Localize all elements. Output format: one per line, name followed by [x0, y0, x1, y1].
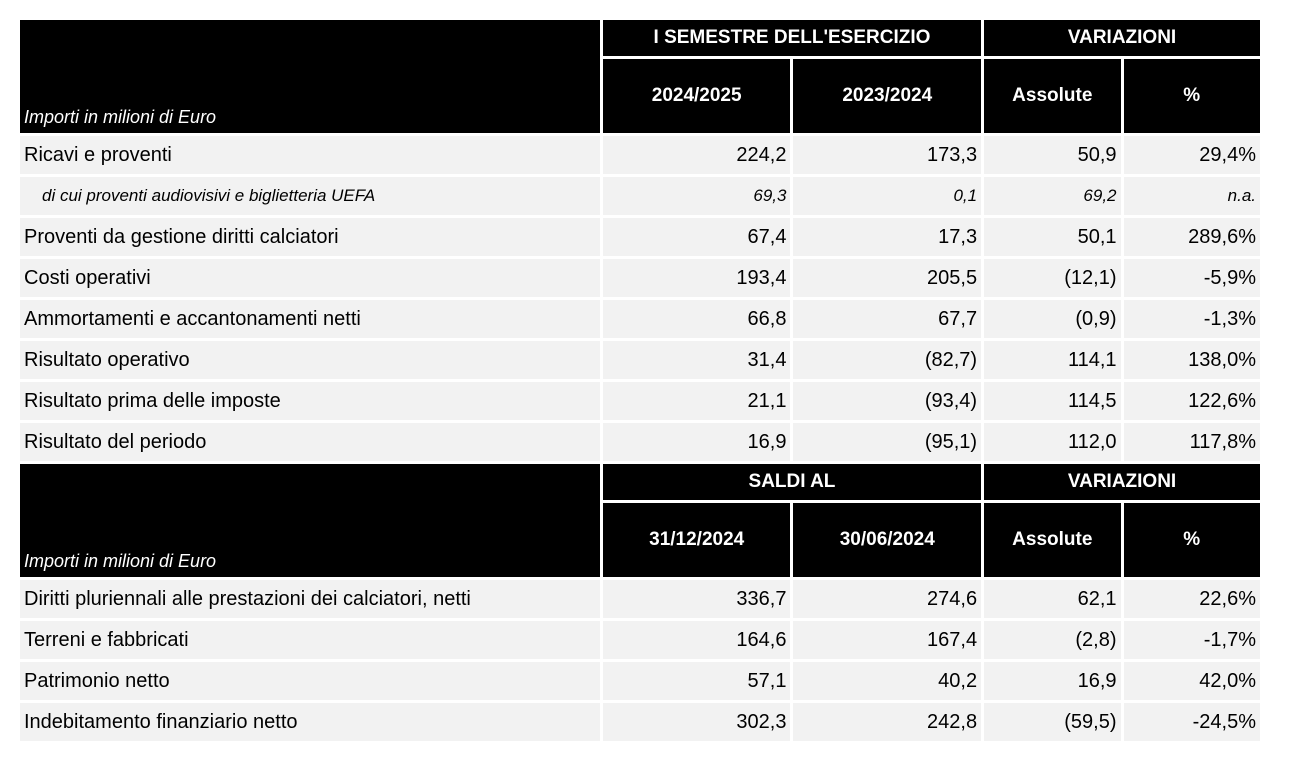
balance-period-header: SALDI AL — [603, 464, 981, 500]
row-value-y2: 205,5 — [793, 259, 981, 297]
row-value-y2: 40,2 — [793, 662, 981, 700]
row-value-pct: -5,9% — [1124, 259, 1260, 297]
table-row — [20, 177, 1260, 215]
row-value-abs: 114,5 — [984, 382, 1120, 420]
balance-col-y1: 31/12/2024 — [603, 503, 791, 577]
row-value-abs: 114,1 — [984, 341, 1120, 379]
row-value-y1: 164,6 — [603, 621, 791, 659]
income-variations-header: VARIAZIONI — [984, 20, 1260, 56]
row-value-y2: 167,4 — [793, 621, 981, 659]
balance-unit-label: Importi in milioni di Euro — [20, 464, 600, 577]
row-value-pct: -24,5% — [1124, 703, 1260, 741]
table-row — [20, 341, 1260, 379]
balance-col-pct: % — [1124, 503, 1260, 577]
row-value-pct: 138,0% — [1124, 341, 1260, 379]
row-label: Costi operativi — [20, 259, 600, 297]
row-value-y1: 69,3 — [603, 177, 791, 215]
row-label: Patrimonio netto — [20, 662, 600, 700]
row-label: di cui proventi audiovisivi e biglietteria UEFA — [20, 177, 600, 215]
table-row — [20, 703, 1260, 741]
table-row — [20, 259, 1260, 297]
row-value-y2: (82,7) — [793, 341, 981, 379]
row-value-pct: 122,6% — [1124, 382, 1260, 420]
row-value-abs: (59,5) — [984, 703, 1120, 741]
row-value-y1: 336,7 — [603, 580, 791, 618]
row-value-y1: 67,4 — [603, 218, 791, 256]
row-label: Terreni e fabbricati — [20, 621, 600, 659]
income-unit-label: Importi in milioni di Euro — [20, 20, 600, 133]
row-value-y2: 0,1 — [793, 177, 981, 215]
row-label: Risultato operativo — [20, 341, 600, 379]
row-value-y1: 57,1 — [603, 662, 791, 700]
balance-rows — [20, 580, 1260, 741]
row-value-pct: -1,7% — [1124, 621, 1260, 659]
income-col-pct: % — [1124, 59, 1260, 133]
table-row — [20, 136, 1260, 174]
row-value-y2: (93,4) — [793, 382, 981, 420]
row-value-y1: 31,4 — [603, 341, 791, 379]
row-label: Risultato del periodo — [20, 423, 600, 461]
table-row — [20, 580, 1260, 618]
financial-summary — [20, 20, 1260, 741]
balance-col-abs: Assolute — [984, 503, 1120, 577]
row-value-y2: (95,1) — [793, 423, 981, 461]
row-value-y2: 17,3 — [793, 218, 981, 256]
income-col-y2: 2023/2024 — [793, 59, 981, 133]
income-rows — [20, 136, 1260, 461]
row-value-pct: -1,3% — [1124, 300, 1260, 338]
row-value-y2: 173,3 — [793, 136, 981, 174]
row-value-y1: 193,4 — [603, 259, 791, 297]
balance-col-y2: 30/06/2024 — [793, 503, 981, 577]
table-row — [20, 300, 1260, 338]
row-label: Risultato prima delle imposte — [20, 382, 600, 420]
row-label: Ammortamenti e accantonamenti netti — [20, 300, 600, 338]
row-value-y1: 21,1 — [603, 382, 791, 420]
row-value-abs: 50,1 — [984, 218, 1120, 256]
row-value-y2: 242,8 — [793, 703, 981, 741]
row-value-y2: 67,7 — [793, 300, 981, 338]
income-header-group-row — [20, 20, 1260, 56]
row-value-abs: (2,8) — [984, 621, 1120, 659]
row-value-pct: 117,8% — [1124, 423, 1260, 461]
row-value-pct: n.a. — [1124, 177, 1260, 215]
row-value-y1: 224,2 — [603, 136, 791, 174]
row-value-y1: 16,9 — [603, 423, 791, 461]
row-value-abs: 16,9 — [984, 662, 1120, 700]
row-value-y1: 66,8 — [603, 300, 791, 338]
table-row — [20, 218, 1260, 256]
row-value-pct: 22,6% — [1124, 580, 1260, 618]
income-col-y1: 2024/2025 — [603, 59, 791, 133]
financial-table — [17, 17, 1263, 744]
table-row — [20, 662, 1260, 700]
income-period-header: I SEMESTRE DELL'ESERCIZIO — [603, 20, 981, 56]
row-value-abs: (0,9) — [984, 300, 1120, 338]
row-value-abs: (12,1) — [984, 259, 1120, 297]
row-value-abs: 50,9 — [984, 136, 1120, 174]
row-value-abs: 69,2 — [984, 177, 1120, 215]
row-value-pct: 289,6% — [1124, 218, 1260, 256]
table-row — [20, 382, 1260, 420]
row-value-pct: 42,0% — [1124, 662, 1260, 700]
balance-variations-header: VARIAZIONI — [984, 464, 1260, 500]
row-value-y1: 302,3 — [603, 703, 791, 741]
row-value-abs: 112,0 — [984, 423, 1120, 461]
row-label: Ricavi e proventi — [20, 136, 600, 174]
table-row — [20, 621, 1260, 659]
row-value-y2: 274,6 — [793, 580, 981, 618]
row-label: Diritti pluriennali alle prestazioni dei calciatori, netti — [20, 580, 600, 618]
row-value-pct: 29,4% — [1124, 136, 1260, 174]
income-col-abs: Assolute — [984, 59, 1120, 133]
table-row — [20, 423, 1260, 461]
row-label: Proventi da gestione diritti calciatori — [20, 218, 600, 256]
balance-header-group-row — [20, 464, 1260, 500]
row-label: Indebitamento finanziario netto — [20, 703, 600, 741]
row-value-abs: 62,1 — [984, 580, 1120, 618]
